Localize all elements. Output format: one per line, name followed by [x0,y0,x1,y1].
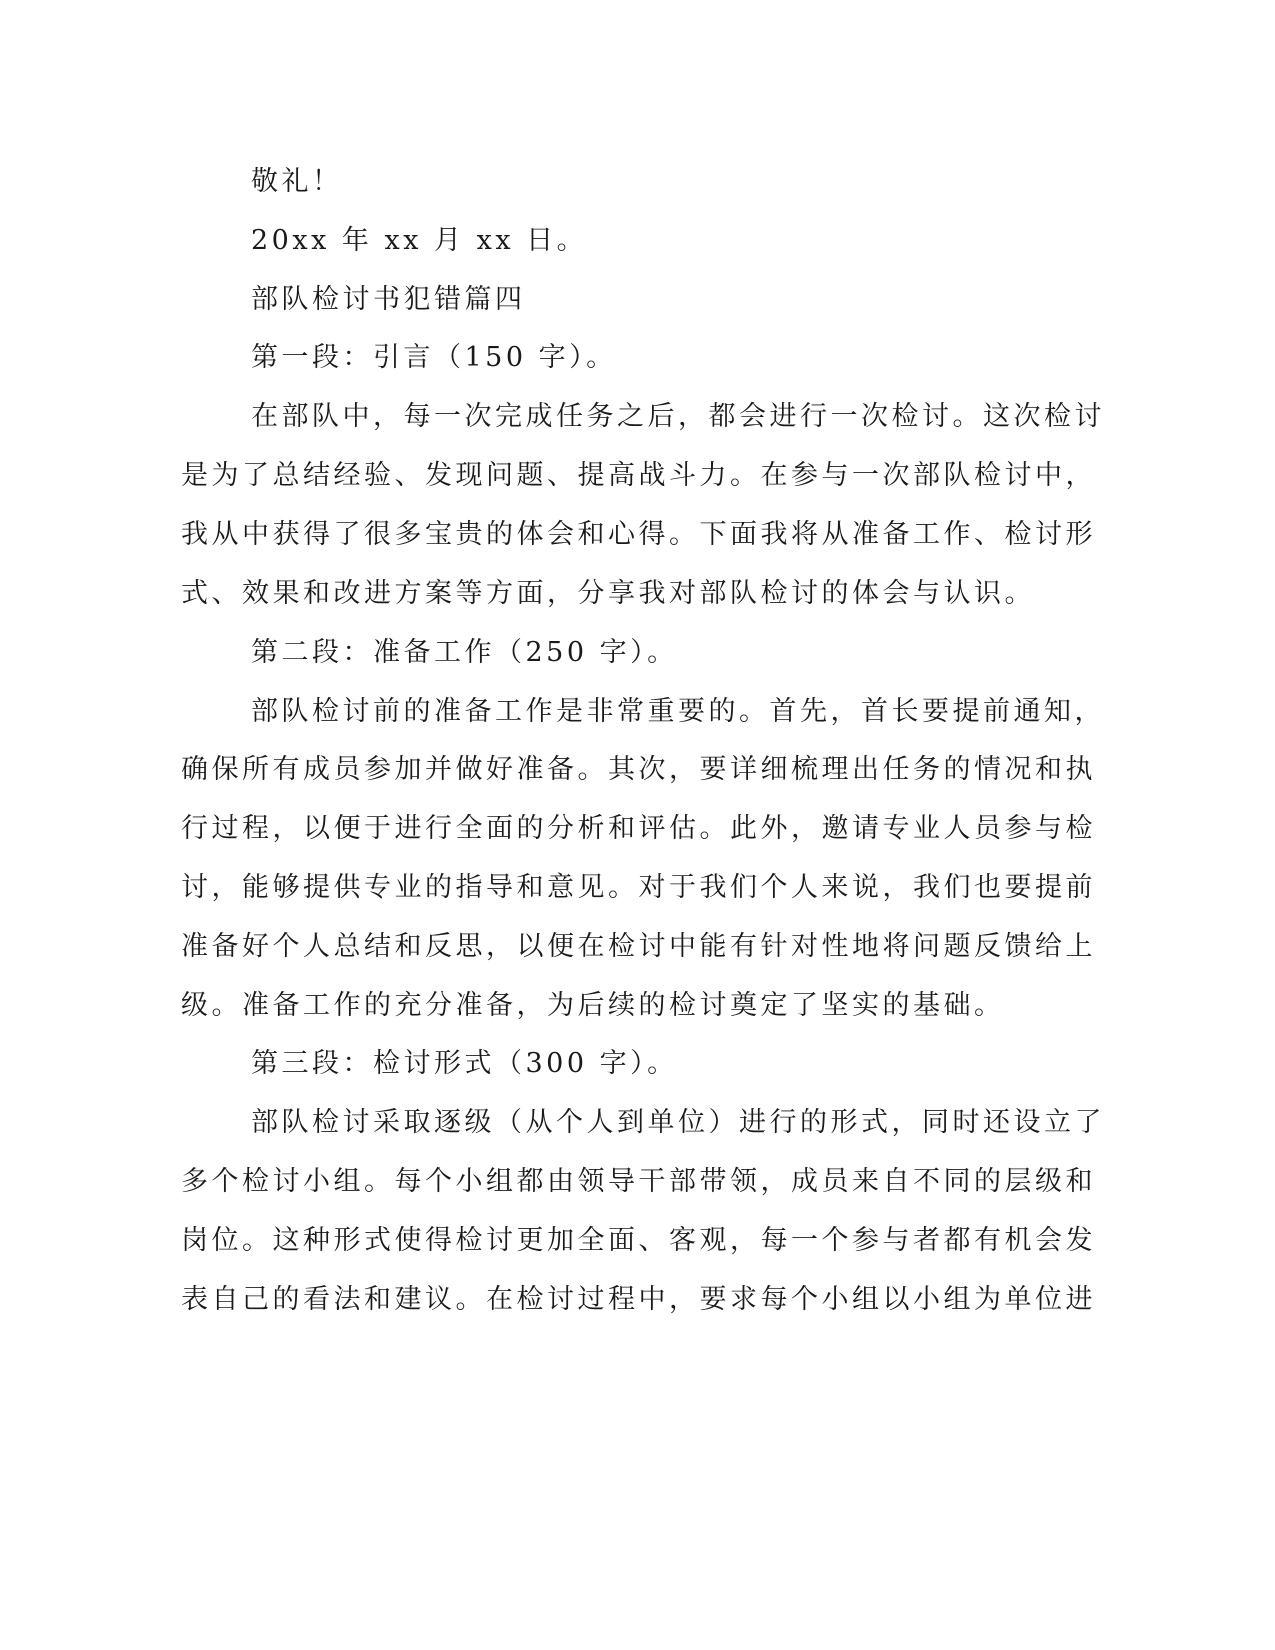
paragraph-3-line: 岗位。这种形式使得检讨更加全面、客观，每一个参与者都有机会发 [181,1225,1096,1256]
paragraph-heading-2: 第二段：准备工作（250 字）。 [251,637,678,668]
letter-date: 20xx 年 xx 月 xx 日。 [251,225,588,256]
paragraph-2-line: 行过程，以便于进行全面的分析和评估。此外，邀请专业人员参与检 [181,813,1096,844]
section-title: 部队检讨书犯错篇四 [251,284,526,315]
paragraph-2-line: 讨，能够提供专业的指导和意见。对于我们个人来说，我们也要提前 [181,872,1096,903]
paragraph-heading-3: 第三段：检讨形式（300 字）。 [251,1048,678,1079]
paragraph-2-line: 准备好个人总结和反思，以便在检讨中能有针对性地将问题反馈给上 [181,931,1096,962]
paragraph-3-line: 多个检讨小组。每个小组都由领导干部带领，成员来自不同的层级和 [181,1166,1096,1197]
paragraph-1-line: 我从中获得了很多宝贵的体会和心得。下面我将从准备工作、检讨形 [181,519,1096,550]
paragraph-3-line: 部队检讨采取逐级（从个人到单位）进行的形式，同时还设立了 [251,1107,1105,1138]
paragraph-2-line: 确保所有成员参加并做好准备。其次，要详细梳理出任务的情况和执 [181,754,1096,785]
paragraph-2-line: 级。准备工作的充分准备，为后续的检讨奠定了坚实的基础。 [181,990,1005,1021]
paragraph-1-line: 是为了总结经验、发现问题、提高战斗力。在参与一次部队检讨中， [181,460,1096,491]
paragraph-heading-1: 第一段：引言（150 字）。 [251,342,617,373]
closing-salutation: 敬礼！ [251,166,343,197]
paragraph-2-line: 部队检讨前的准备工作是非常重要的。首先，首长要提前通知， [251,696,1105,727]
paragraph-1-line: 式、效果和改进方案等方面，分享我对部队检讨的体会与认识。 [181,578,1035,609]
paragraph-1-line: 在部队中，每一次完成任务之后，都会进行一次检讨。这次检讨 [251,401,1105,432]
paragraph-3-line: 表自己的看法和建议。在检讨过程中，要求每个小组以小组为单位进 [181,1284,1096,1315]
